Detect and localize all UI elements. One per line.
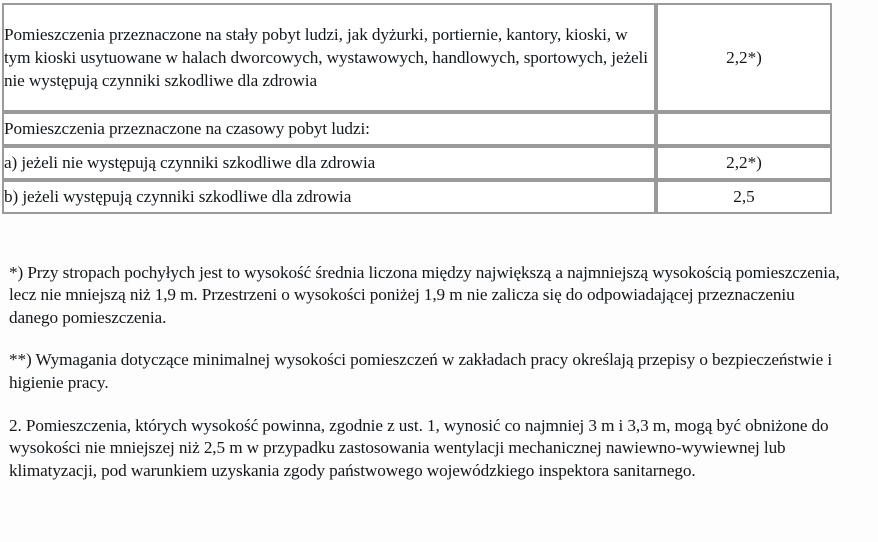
room-height-value-cell [656,112,832,146]
room-height-value-cell: 2,5 [656,180,832,214]
table-row [2,180,832,214]
room-description-cell: Pomieszczenia przeznaczone na stały pobyt ludzi, jak dyżurki, portiernie, kantory, kioski, w tym kioski usytuowane w halach dworcowych, wystawowych, handlowych, sportowych, jeżeli nie występują czynniki szkodliwe dla zdrowia [2,3,656,112]
footnotes-section [9,262,847,482]
room-description-cell: a) jeżeli nie występują czynniki szkodliwe dla zdrowia [2,146,656,180]
table-row [2,112,832,146]
room-height-value-cell: 2,2*) [656,3,832,112]
room-description-cell: b) jeżeli występują czynniki szkodliwe dla zdrowia [2,180,656,214]
clause-2-paragraph: 2. Pomieszczenia, których wysokość powinna, zgodnie z ust. 1, wynosić co najmniej 3 m i 3,3 m, mogą być obniżone do wysokości nie mniejszej niż 2,5 m w przypadku zastosowania wentylacji mechanicznej nawiewno-wywiewnej lub klimatyzacji, pod warunkiem uzyskania zgody państwowego wojewódzkiego inspektora sanitarnego. [9,416,829,480]
room-description-cell: Pomieszczenia przeznaczone na czasowy pobyt ludzi: [2,112,656,146]
footnote-single-asterisk: *) Przy stropach pochyłych jest to wysokość średnia liczona między największą a najmniejszą wysokością pomieszczenia, lecz nie mniejszą niż 1,9 m. Przestrzeni o wysokości poniżej 1,9 m nie zalicza się do odpowiadającej przeznaczeniu danego pomieszczenia. [9,263,840,327]
room-height-value-cell: 2,2*) [656,146,832,180]
table-row [2,3,832,112]
room-height-requirements-table [2,3,832,214]
table-row [2,146,832,180]
footnote-double-asterisk: **) Wymagania dotyczące minimalnej wysokości pomieszczeń w zakładach pracy określają przepisy o bezpieczeństwie i higienie pracy. [9,350,832,392]
table-body [2,3,832,214]
